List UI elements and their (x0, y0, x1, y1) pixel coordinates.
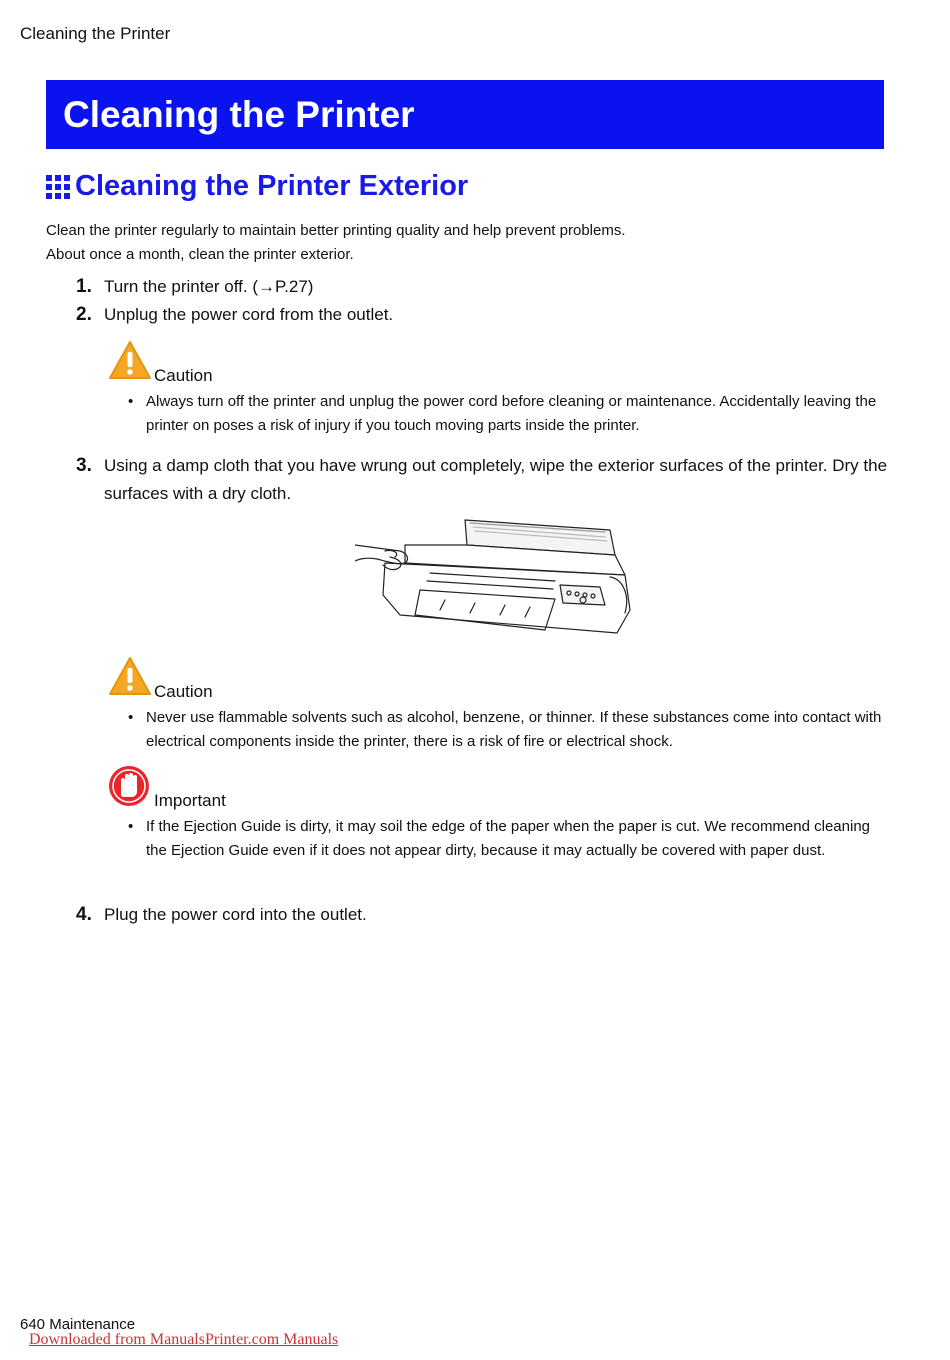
page-footer: 640 Maintenance (20, 1316, 136, 1333)
stop-hand-icon (108, 765, 152, 809)
printer-cleaning-illustration (355, 515, 635, 650)
bullet-text: Always turn off the printer and unplug the power cord before cleaning or maintenance. Accidentally leaving the printer on poses a risk of injury if you touch moving parts inside the printer. (146, 393, 877, 434)
caution-bullet (128, 390, 888, 438)
download-link[interactable]: Downloaded from ManualsPrinter.com Manuals (29, 1331, 339, 1348)
bullet-dot: • (128, 393, 134, 410)
step-number: 4. (76, 904, 92, 925)
bullet-dot: • (128, 818, 134, 835)
warning-icon (108, 340, 152, 380)
step-number: 1. (76, 276, 92, 297)
bullet-text: If the Ejection Guide is dirty, it may soil the edge of the paper when the paper is cut. We recommend cleaning the Ejection Guide even if it does not appear dirty, because it may actually be covered with paper dust. (146, 818, 870, 859)
section-heading (46, 170, 468, 203)
step-text: Using a damp cloth that you have wrung out completely, wipe the exterior surfaces of the printer. Dry the surfaces with a dry cloth. (104, 456, 888, 503)
bullet-dot: • (128, 709, 134, 726)
intro-line: Clean the printer regularly to maintain better printing quality and help prevent problems. (46, 222, 626, 239)
step-text: Plug the power cord into the outlet. (104, 905, 367, 924)
step-4 (76, 901, 367, 929)
step-number: 3. (76, 455, 92, 476)
step-text: Turn the printer off. (→P.27) (104, 277, 314, 296)
important-title: Important (154, 791, 226, 810)
grid-icon (46, 175, 70, 199)
step-text: Unplug the power cord from the outlet. (104, 305, 394, 324)
step-2 (76, 301, 394, 329)
caution-title: Caution (154, 366, 213, 385)
section-title: Cleaning the Printer Exterior (75, 170, 469, 202)
banner-title: Cleaning the Printer (63, 93, 415, 135)
step-3 (76, 452, 888, 503)
warning-icon (108, 656, 152, 696)
important-bullet (128, 815, 888, 863)
bullet-text: Never use flammable solvents such as alcohol, benzene, or thinner. If these substances come into contact with electrical components inside the printer, there is a risk of fire or electrical shock. (146, 709, 882, 750)
step-1 (76, 273, 314, 301)
caution-title: Caution (154, 682, 213, 701)
caution-bullet (128, 706, 888, 754)
intro-paragraph (46, 219, 626, 267)
chapter-banner (46, 80, 884, 149)
step-number: 2. (76, 304, 92, 325)
running-header: Cleaning the Printer (20, 24, 171, 43)
intro-line: About once a month, clean the printer exterior. (46, 246, 354, 263)
